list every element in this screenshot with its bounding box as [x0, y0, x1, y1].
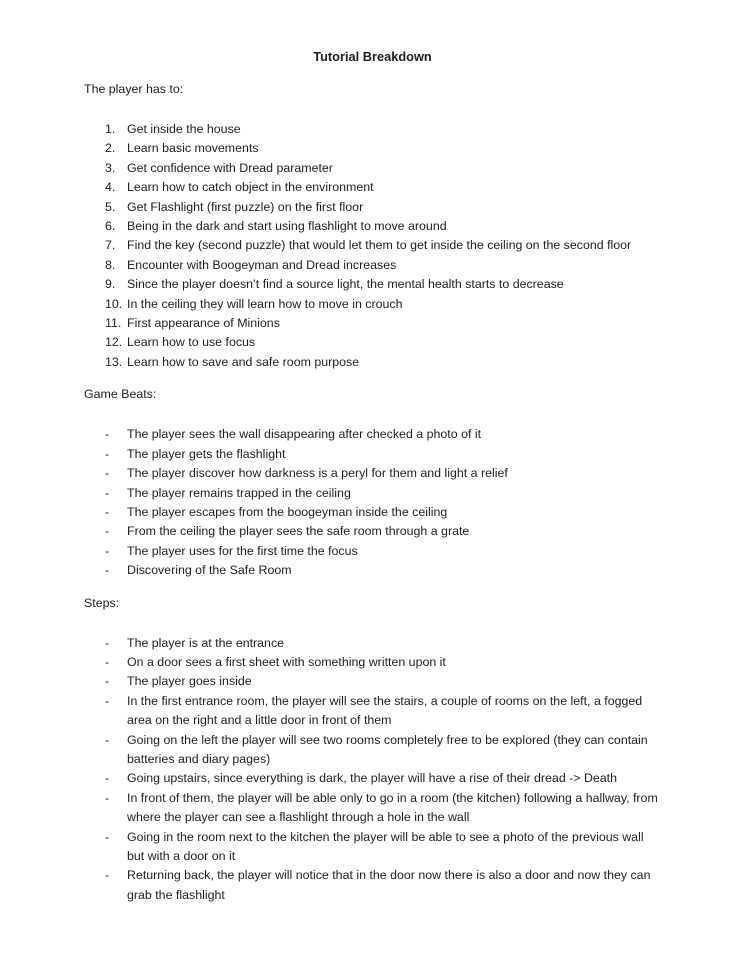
numbered-item: [84, 198, 661, 217]
dash-marker: -: [105, 635, 110, 650]
item-text: In the first entrance room, the player will see the stairs, a couple of rooms on the left, a fogged area on the right and a little door in front of them: [127, 693, 643, 728]
item-text: Since the player doesn’t find a source light, the mental health starts to decrease: [127, 277, 564, 292]
item-number: 10.: [105, 296, 123, 311]
dash-marker: -: [105, 829, 110, 844]
item-text: Learn basic movements: [127, 141, 259, 156]
item-text: Encounter with Boogeyman and Dread increases: [127, 257, 397, 272]
item-number: 8.: [105, 257, 116, 272]
numbered-item: [84, 236, 661, 255]
bullet-item: [84, 522, 661, 541]
steps-bullet-list: [84, 634, 661, 906]
item-number: 13.: [105, 354, 123, 369]
dash-marker: -: [105, 868, 110, 883]
numbered-item: [84, 314, 661, 333]
item-number: 3.: [105, 160, 116, 175]
dash-marker: -: [105, 654, 110, 669]
bullet-item: [84, 503, 661, 522]
item-text: Get Flashlight (first puzzle) on the first floor: [127, 199, 364, 214]
numbered-item: [84, 139, 661, 158]
dash-marker: -: [105, 674, 110, 689]
item-text: The player sees the wall disappearing after checked a photo of it: [127, 427, 482, 442]
dash-marker: -: [105, 485, 110, 500]
dash-marker: -: [105, 771, 110, 786]
item-text: Discovering of the Safe Room: [127, 563, 292, 578]
numbered-item: [84, 178, 661, 197]
item-text: The player is at the entrance: [127, 635, 285, 650]
bullet-item: [84, 484, 661, 503]
item-text: The player gets the flashlight: [127, 446, 286, 461]
dash-marker: -: [105, 446, 110, 461]
item-text: Learn how to use focus: [127, 335, 256, 350]
item-number: 4.: [105, 180, 116, 195]
game-beats-bullet-list: [84, 425, 661, 580]
item-text: Going on the left the player will see two rooms completely free to be explored (they can contain batteries and diary pages): [127, 732, 648, 766]
bullet-item: [84, 561, 661, 580]
item-text: Find the key (second puzzle) that would let them to get inside the ceiling on the second floor: [127, 238, 632, 253]
dash-marker: -: [105, 543, 110, 558]
bullet-item: [84, 653, 661, 672]
item-text: The player uses for the first time the focus: [127, 543, 358, 558]
bullet-item: [84, 769, 661, 788]
bullet-item: [84, 464, 661, 483]
numbered-item: [84, 159, 661, 178]
numbered-item: [84, 353, 661, 372]
section-heading-game-beats: Game Beats:: [84, 387, 157, 402]
dash-marker: -: [105, 563, 110, 578]
document-title: Tutorial Breakdown: [313, 49, 432, 64]
item-text: Going in the room next to the kitchen the player will be able to see a photo of the previous wall but with a door on it: [127, 829, 644, 863]
dash-marker: -: [105, 504, 110, 519]
dash-marker: -: [105, 790, 110, 805]
dash-marker: -: [105, 732, 110, 747]
item-text: The player discover how darkness is a peryl for them and light a relief: [127, 466, 508, 481]
dash-marker: -: [105, 427, 110, 442]
bullet-item: [84, 828, 661, 867]
numbered-item: [84, 256, 661, 275]
intro-line: The player has to:: [84, 82, 184, 96]
item-text: Get inside the house: [127, 122, 241, 136]
numbered-item: [84, 333, 661, 352]
item-number: 6.: [105, 219, 116, 234]
item-text: On a door sees a first sheet with something written upon it: [127, 654, 446, 669]
player-goals-numbered-list: [84, 120, 661, 372]
item-text: From the ceiling the player sees the safe room through a grate: [127, 524, 470, 539]
item-text: Get confidence with Dread parameter: [127, 160, 333, 175]
item-number: 11.: [105, 316, 122, 331]
item-text: Returning back, the player will notice that in the door now there is also a door and now they can grab the flashlight: [127, 868, 651, 902]
bullet-item: [84, 692, 661, 731]
item-number: 7.: [105, 238, 116, 253]
numbered-item: [84, 275, 661, 294]
item-number: 5.: [105, 199, 116, 214]
item-text: The player remains trapped in the ceiling: [127, 485, 351, 500]
bullet-item: [84, 542, 661, 561]
bullet-item: [84, 731, 661, 770]
item-text: Learn how to catch object in the environment: [127, 180, 374, 195]
numbered-item: [84, 217, 661, 236]
numbered-item: [84, 120, 661, 139]
item-number: 1.: [105, 122, 116, 136]
bullet-item: [84, 445, 661, 464]
section-heading-steps: Steps:: [84, 595, 120, 610]
item-text: In the ceiling they will learn how to move in crouch: [127, 296, 403, 311]
item-number: 9.: [105, 277, 116, 292]
item-text: The player escapes from the boogeyman inside the ceiling: [127, 504, 448, 519]
item-text: Learn how to save and safe room purpose: [127, 354, 360, 369]
bullet-item: [84, 789, 661, 828]
item-text: Going upstairs, since everything is dark, the player will have a rise of their dread -> Death: [127, 771, 618, 786]
dash-marker: -: [105, 524, 110, 539]
item-text: First appearance of Minions: [127, 316, 280, 331]
item-text: Being in the dark and start using flashlight to move around: [127, 219, 447, 234]
bullet-item: [84, 866, 661, 905]
item-number: 12.: [105, 335, 123, 350]
item-number: 2.: [105, 141, 116, 156]
numbered-item: [84, 295, 661, 314]
dash-marker: -: [105, 693, 110, 708]
bullet-item: [84, 425, 661, 444]
bullet-item: [84, 634, 661, 653]
item-text: In front of them, the player will be able only to go in a room (the kitchen) following a hallway, from where the player can see a flashlight through a hole in the wall: [127, 790, 658, 825]
item-text: The player goes inside: [127, 674, 252, 689]
dash-marker: -: [105, 466, 110, 481]
bullet-item: [84, 672, 661, 691]
